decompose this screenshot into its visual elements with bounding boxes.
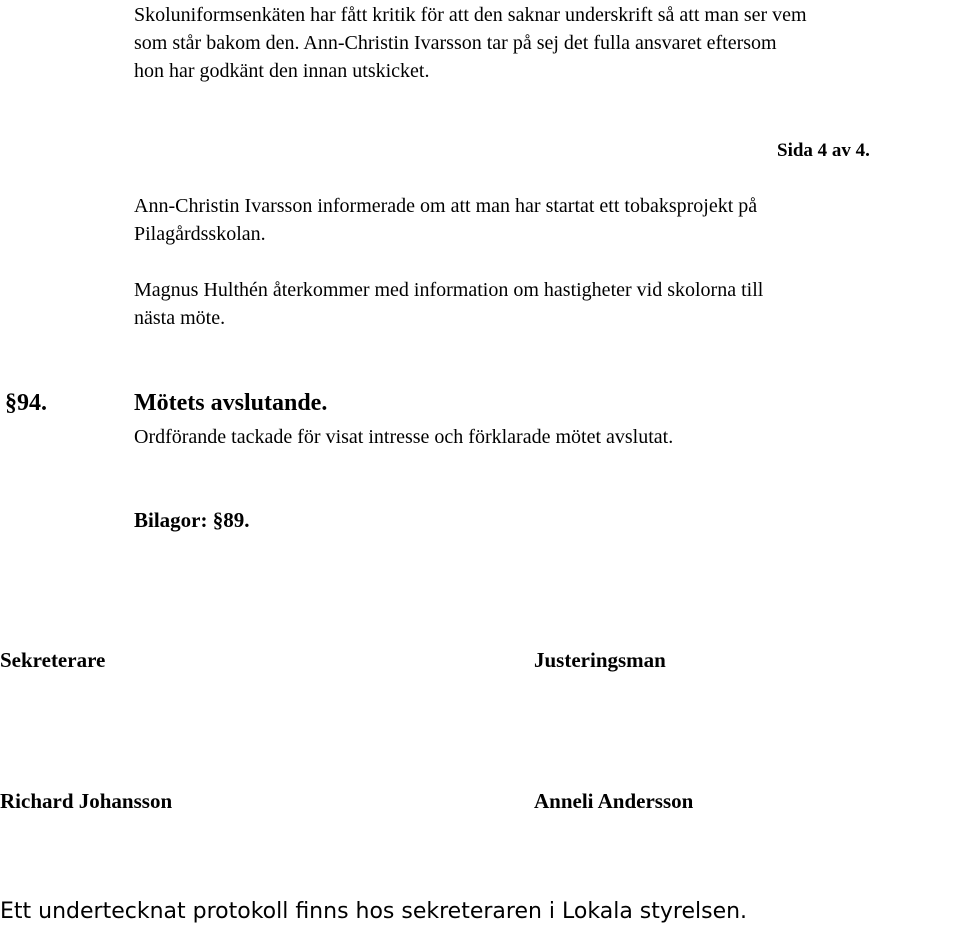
section-text: Ordförande tackade för visat intresse och förklarade mötet avslutat. <box>134 426 674 448</box>
speed-paragraph <box>134 276 763 332</box>
speed-line-1: Magnus Hulthén återkommer med information om hastigheter vid skolorna till <box>134 279 764 301</box>
tobacco-line-2: Pilagårdsskolan. <box>134 223 266 245</box>
section-number: §94. <box>5 390 47 416</box>
section-title: Mötets avslutande. <box>134 390 328 416</box>
attachments-label: Bilagor: §89. <box>134 508 250 532</box>
tobacco-paragraph <box>134 192 757 248</box>
secretary-role: Sekreterare <box>0 648 106 672</box>
intro-line-2: som står bakom den. Ann-Christin Ivarsson tar på sej det fulla ansvaret eftersom <box>134 32 777 54</box>
page-number: Sida 4 av 4. <box>777 140 870 161</box>
intro-line-3: hon har godkänt den innan utskicket. <box>134 60 430 82</box>
footer-note: Ett undertecknat protokoll finns hos sekreteraren i Lokala styrelsen. <box>0 899 748 924</box>
speed-line-2: nästa möte. <box>134 307 226 329</box>
tobacco-line-1: Ann-Christin Ivarsson informerade om att man har startat ett tobaksprojekt på <box>134 195 758 217</box>
intro-paragraph <box>134 1 807 85</box>
secretary-name: Richard Johansson <box>0 789 173 813</box>
adjuster-name: Anneli Andersson <box>534 789 694 813</box>
adjuster-role: Justeringsman <box>534 648 666 672</box>
intro-line-1: Skoluniformsenkäten har fått kritik för att den saknar underskrift så att man ser vem <box>134 4 807 26</box>
